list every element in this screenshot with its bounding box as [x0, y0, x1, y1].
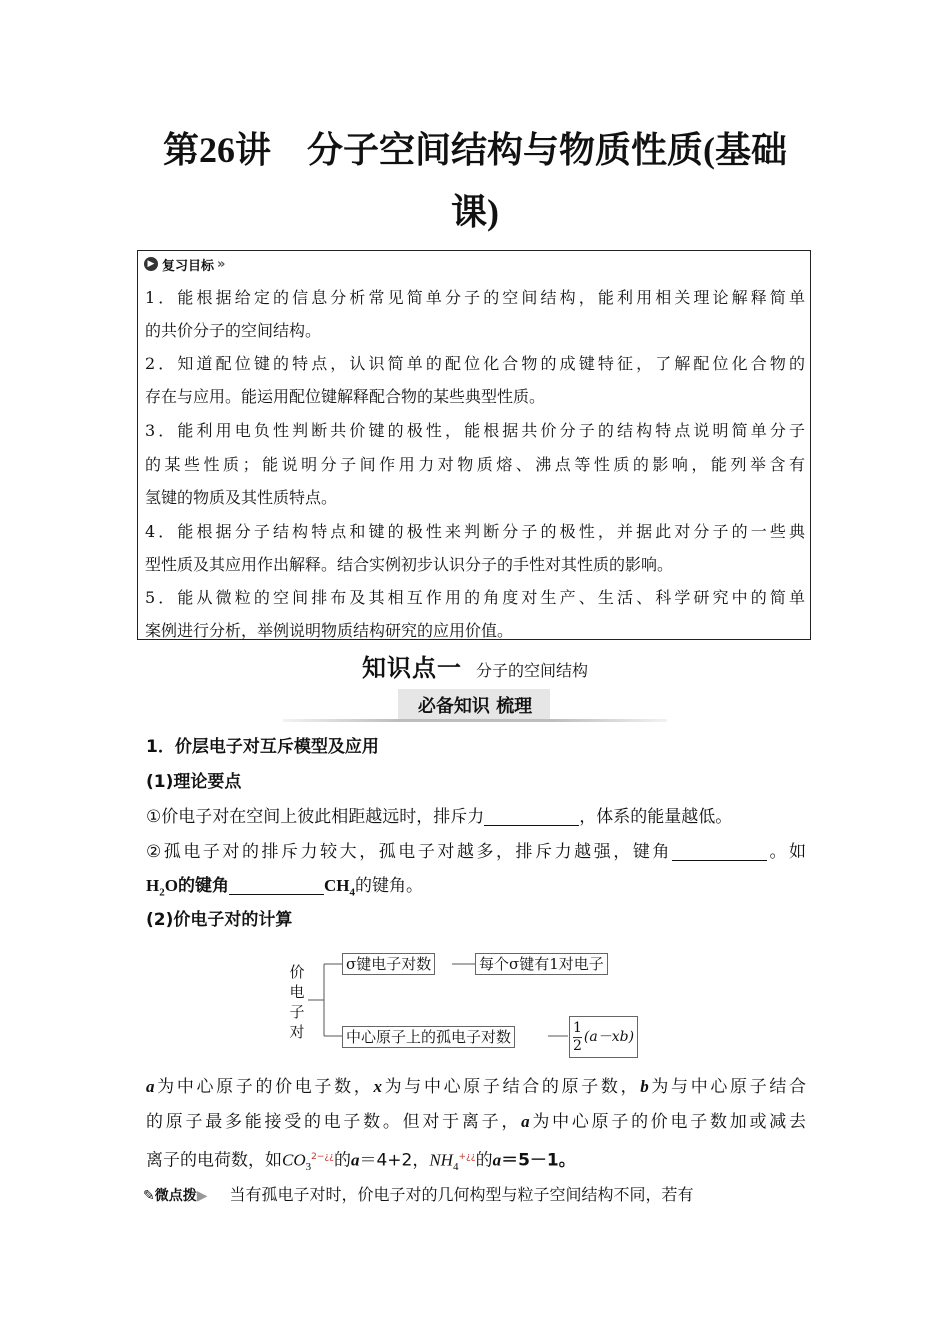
- tip-label: 微点拨: [154, 1188, 197, 1204]
- answer-blank[interactable]: [229, 874, 324, 895]
- formula-text: (a－xb): [583, 1029, 635, 1045]
- point-1-text: ①价电子对在空间上彼此相距越远时，排斥力: [146, 807, 485, 827]
- goal-line: 4．能根据分子结构特点和键的极性来判断分子的极性，并据此对分子的一些典: [145, 522, 805, 541]
- page-title: 第26讲 分子空间结构与物质性质(基础: [163, 130, 787, 170]
- side-char: 电: [289, 983, 305, 1001]
- tip-text: 当有孤电子对时，价电子对的几何构型与粒子空间结构不同，若有: [229, 1185, 694, 1204]
- goal-line: 案例进行分析，举例说明物质结构研究的应用价值。: [145, 621, 514, 640]
- goal-line: 5．能从微粒的空间排布及其相互作用的角度对生产、生活、科学研究中的简单: [145, 588, 805, 607]
- ion-co3: CO: [282, 1150, 306, 1170]
- explain-text: ＝4+2，: [359, 1150, 430, 1171]
- sub-heading-calculation: (2)价电子对的计算: [146, 910, 293, 930]
- double-chevron-icon: »: [217, 256, 223, 272]
- ion-nh4: NH: [429, 1150, 453, 1170]
- goal-line: 的某些性质；能说明分子间作用力对物质熔、沸点等性质的影响，能列举含有: [145, 455, 805, 474]
- goal-line: 型性质及其应用作出解释。结合实例初步认识分子的手性对其性质的影响。: [145, 555, 674, 574]
- fraction-numerator: 1: [573, 1019, 582, 1036]
- var-a: a: [521, 1112, 530, 1131]
- sigma-bond-pairs-box: σ键电子对数: [342, 953, 435, 975]
- superscript-charge: +¿¿: [458, 1152, 476, 1162]
- side-char: 对: [289, 1023, 305, 1041]
- point-2-text-end: 。如: [766, 842, 806, 862]
- h2o-angle-text: O的键角: [164, 876, 229, 895]
- review-goals-box: [137, 250, 811, 640]
- explain-text: 为中心原子的价电子数加或减去: [529, 1112, 807, 1132]
- explain-text: 为与中心原子结合: [648, 1077, 807, 1097]
- subheading-divider: [283, 719, 667, 722]
- explain-text: ＝5－1。: [501, 1150, 576, 1171]
- pencil-icon: ✎: [143, 1188, 155, 1204]
- var-a: a: [146, 1077, 155, 1096]
- subscript: 2: [159, 886, 165, 899]
- goal-line: 2．知道配位键的特点，认识简单的配位化合物的成键特征，了解配位化合物的: [145, 354, 805, 373]
- explain-line-2: [146, 1105, 806, 1139]
- explain-text: 离子的电荷数，如: [146, 1150, 282, 1171]
- goal-line: 的共价分子的空间结构。: [145, 321, 322, 340]
- goal-line: 氢键的物质及其性质特点。: [145, 488, 338, 507]
- subheading: 必备知识 梳理: [417, 696, 533, 717]
- play-icon: ▶: [196, 1188, 208, 1204]
- answer-blank[interactable]: [484, 805, 579, 826]
- explain-line-3: [146, 1140, 806, 1184]
- var-b: b: [640, 1077, 649, 1096]
- explain-text: 的: [333, 1150, 351, 1171]
- formula-ch4: CH: [323, 876, 350, 895]
- one-half-fraction: [573, 1020, 582, 1055]
- sigma-pair-rule-box: 每个σ键有1对电子: [475, 953, 608, 975]
- fraction-denominator: 2: [573, 1037, 582, 1054]
- point-1-text-end: ，体系的能量越低。: [579, 807, 733, 827]
- point-2-text: ②孤电子对的排斥力较大，孤电子对越多，排斥力越强，键角: [146, 842, 672, 862]
- explain-line-1: [146, 1070, 806, 1104]
- review-goals-tag: [144, 253, 222, 275]
- var-x: x: [373, 1077, 382, 1096]
- knowledge-point-heading: [0, 648, 950, 683]
- superscript-charge: 2−¿¿: [311, 1152, 334, 1162]
- subscript: 4: [452, 1161, 459, 1174]
- side-char: 价: [289, 963, 305, 981]
- knowledge-point-topic: 分子的空间结构: [475, 661, 588, 680]
- lone-pair-formula-box: [569, 1016, 638, 1058]
- point-1: [146, 800, 806, 834]
- sub-heading-theory: (1)理论要点: [146, 772, 242, 792]
- goal-line: 存在与应用。能运用配位键解释配合物的某些典型性质。: [145, 387, 546, 406]
- explain-text: 为中心原子的价电子数，: [154, 1077, 374, 1097]
- review-goals-label: 复习目标: [162, 258, 215, 274]
- formula-h2o: H: [146, 876, 160, 895]
- explain-text: 的原子最多能接受的电子数。但对于离子，: [146, 1112, 522, 1132]
- var-a: a: [350, 1150, 360, 1170]
- explain-text: 为与中心原子结合的原子数，: [381, 1077, 641, 1097]
- subscript: 4: [349, 886, 355, 899]
- knowledge-point-label: 知识点一: [361, 654, 462, 682]
- var-a: a: [492, 1150, 502, 1170]
- tip-line: [143, 1180, 808, 1211]
- ch4-angle-text: 的键角。: [354, 876, 423, 896]
- side-char: 子: [289, 1003, 305, 1021]
- play-icon: ▶: [144, 257, 158, 271]
- point-2: [146, 835, 806, 869]
- tip-tag: [143, 1188, 208, 1204]
- valence-pair-diagram: [280, 950, 680, 1065]
- goal-line: 1．能根据给定的信息分析常见简单分子的空间结构，能利用相关理论解释简单: [145, 288, 805, 307]
- page-title-continued: 课): [451, 192, 499, 232]
- answer-blank[interactable]: [672, 840, 767, 861]
- goal-line: 3．能利用电负性判断共价键的极性，能根据共价分子的结构特点说明简单分子: [145, 421, 805, 440]
- lone-pairs-box: 中心原子上的孤电子对数: [342, 1026, 515, 1048]
- subscript: 3: [305, 1161, 312, 1174]
- explain-text: 的: [475, 1150, 493, 1171]
- section-heading: 1．价层电子对互斥模型及应用: [146, 737, 379, 757]
